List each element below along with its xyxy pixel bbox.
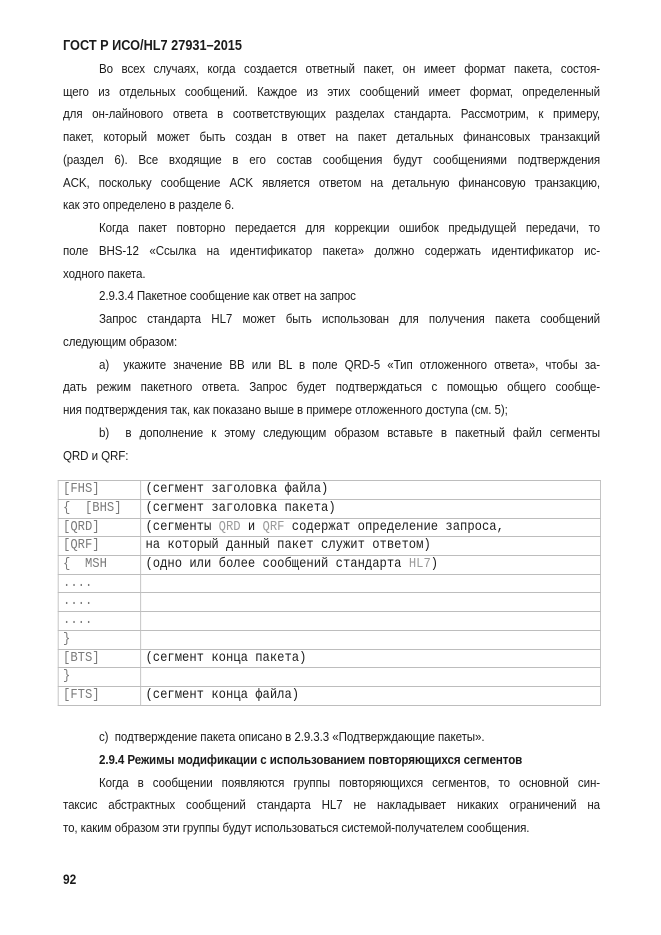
segment-code-cell: } <box>58 668 140 687</box>
segment-description-cell <box>141 612 601 631</box>
text-line: (раздел 6). Все входящие в его состав сообщения будут сообщениями подтверждения <box>63 151 601 167</box>
table-row <box>58 537 600 556</box>
table-row <box>58 612 600 631</box>
table-row <box>58 668 600 687</box>
segment-description-cell: на который данный пакет служит ответом) <box>141 537 601 556</box>
text-line: следующим образом: <box>63 333 178 349</box>
segment-description-cell: (сегмент заголовка файла) <box>141 481 601 500</box>
latin-code-token: QRD <box>218 518 241 535</box>
table-row <box>58 630 600 649</box>
text-line: Во всех случаях, когда создается ответный пакет, он имеет формат пакета, состоя- <box>98 60 601 76</box>
table-row <box>58 686 600 705</box>
text-line: ходного пакета. <box>63 265 146 281</box>
text-line: c) подтверждение пакета описано в 2.9.3.3 «Подтверждающие пакеты». <box>98 729 485 745</box>
text-line: для он-лайнового ответа в соответствующих разделах стандарта. Рассмотрим, к примеру, <box>63 106 601 122</box>
segment-description-cell: (сегмент конца пакета) <box>141 649 601 668</box>
segment-code-cell: } <box>58 630 140 649</box>
text-line: 2.9.4 Режимы модификации с использованием повторяющихся сегментов <box>98 751 523 767</box>
segment-table <box>58 480 601 705</box>
segment-code-cell: .... <box>58 593 140 612</box>
segment-code-cell: [FTS] <box>58 686 140 705</box>
table-row <box>58 499 600 518</box>
text-line: то, каким образом эти группы будут использоваться системой-получателем сообщения. <box>63 820 530 836</box>
text-line: QRD и QRF: <box>63 447 129 463</box>
latin-code-token: QRF <box>262 518 285 535</box>
section-heading-294 <box>63 749 600 772</box>
segment-description-cell <box>141 593 601 612</box>
text-line: a) укажите значение BB или BL в поле QRD-5 «Тип отложенного ответа», чтобы за- <box>98 356 601 372</box>
paragraph-batch-response-format <box>63 58 600 217</box>
table-row <box>58 593 600 612</box>
segment-description-cell: (сегмент заголовка пакета) <box>141 499 601 518</box>
text-line: дать режим пакетного ответа. Запрос будет подтверждаться с помощью общего сообще- <box>63 379 601 395</box>
text-line: Запрос стандарта HL7 может быть использован для получения пакета сообщений <box>98 311 601 326</box>
latin-code-token: HL7 <box>408 556 431 573</box>
table-row <box>58 556 600 575</box>
text-line: Когда пакет повторно передается для коррекции ошибок предыдущей передачи, то <box>98 220 601 235</box>
paragraph-batch-resend <box>63 217 600 285</box>
segment-code-cell: .... <box>58 574 140 593</box>
table-row <box>58 481 600 500</box>
text-line: ния подтверждения так, как показано выше в примере отложенного доступа (см. 5); <box>63 402 508 417</box>
text-line: 2.9.3.4 Пакетное сообщение как ответ на запрос <box>98 288 356 304</box>
segment-description-cell <box>141 668 601 687</box>
segment-code-cell: [BTS] <box>58 649 140 668</box>
text-line: таксис абстрактных сообщений стандарта HL7 не накладывает никаких ограничений на <box>63 797 601 813</box>
paragraph-repeating-segments <box>63 772 600 840</box>
segment-code-cell: .... <box>58 612 140 631</box>
text-line: Когда в сообщении появляются группы повторяющихся сегментов, то основной син- <box>98 774 601 790</box>
list-item-a <box>63 354 600 422</box>
list-item-c <box>63 726 600 749</box>
segment-description-cell <box>141 630 601 649</box>
segment-code-cell: [FHS] <box>58 481 140 500</box>
segment-table-body <box>58 481 600 705</box>
text-line: щего из отдельных сообщений. Каждое из этих сообщений имеет формат, определенный <box>63 83 601 99</box>
segment-description-cell: (одно или более сообщений стандарта HL7) <box>141 556 601 575</box>
table-row <box>58 649 600 668</box>
text-line: ACK, поскольку сообщение ACK является ответом на детальную финансовую транзакцию, <box>63 174 601 190</box>
segment-code-cell: [QRD] <box>58 518 140 537</box>
table-row <box>58 518 600 537</box>
page-content <box>63 35 600 892</box>
section-heading-2934 <box>63 285 600 308</box>
list-item-b <box>63 422 600 468</box>
text-line: как это определено в разделе 6. <box>63 197 235 213</box>
text-line: b) в дополнение к этому следующим образом вставьте в пакетный файл сегменты <box>98 424 601 440</box>
table-row <box>58 574 600 593</box>
paragraph-hl7-query <box>63 308 600 354</box>
text-line: пакет, который может быть создан в ответ на пакет детальных финансовых транзакций <box>63 129 601 144</box>
segment-description-cell <box>141 574 601 593</box>
segment-description-cell: (сегмент конца файла) <box>141 686 601 705</box>
segment-description-cell: (сегменты QRD и QRF содержат определение запроса, <box>141 518 601 537</box>
page-number: 92 <box>63 871 77 887</box>
segment-code-cell: [QRF] <box>58 537 140 556</box>
segment-code-cell: { [BHS] <box>58 499 140 518</box>
text-line: поле BHS-12 «Ссылка на идентификатор пакета» должно содержать идентификатор ис- <box>63 242 601 258</box>
document-header: ГОСТ Р ИСО/HL7 27931–2015 <box>63 38 242 54</box>
segment-code-cell: { MSH <box>58 556 140 575</box>
